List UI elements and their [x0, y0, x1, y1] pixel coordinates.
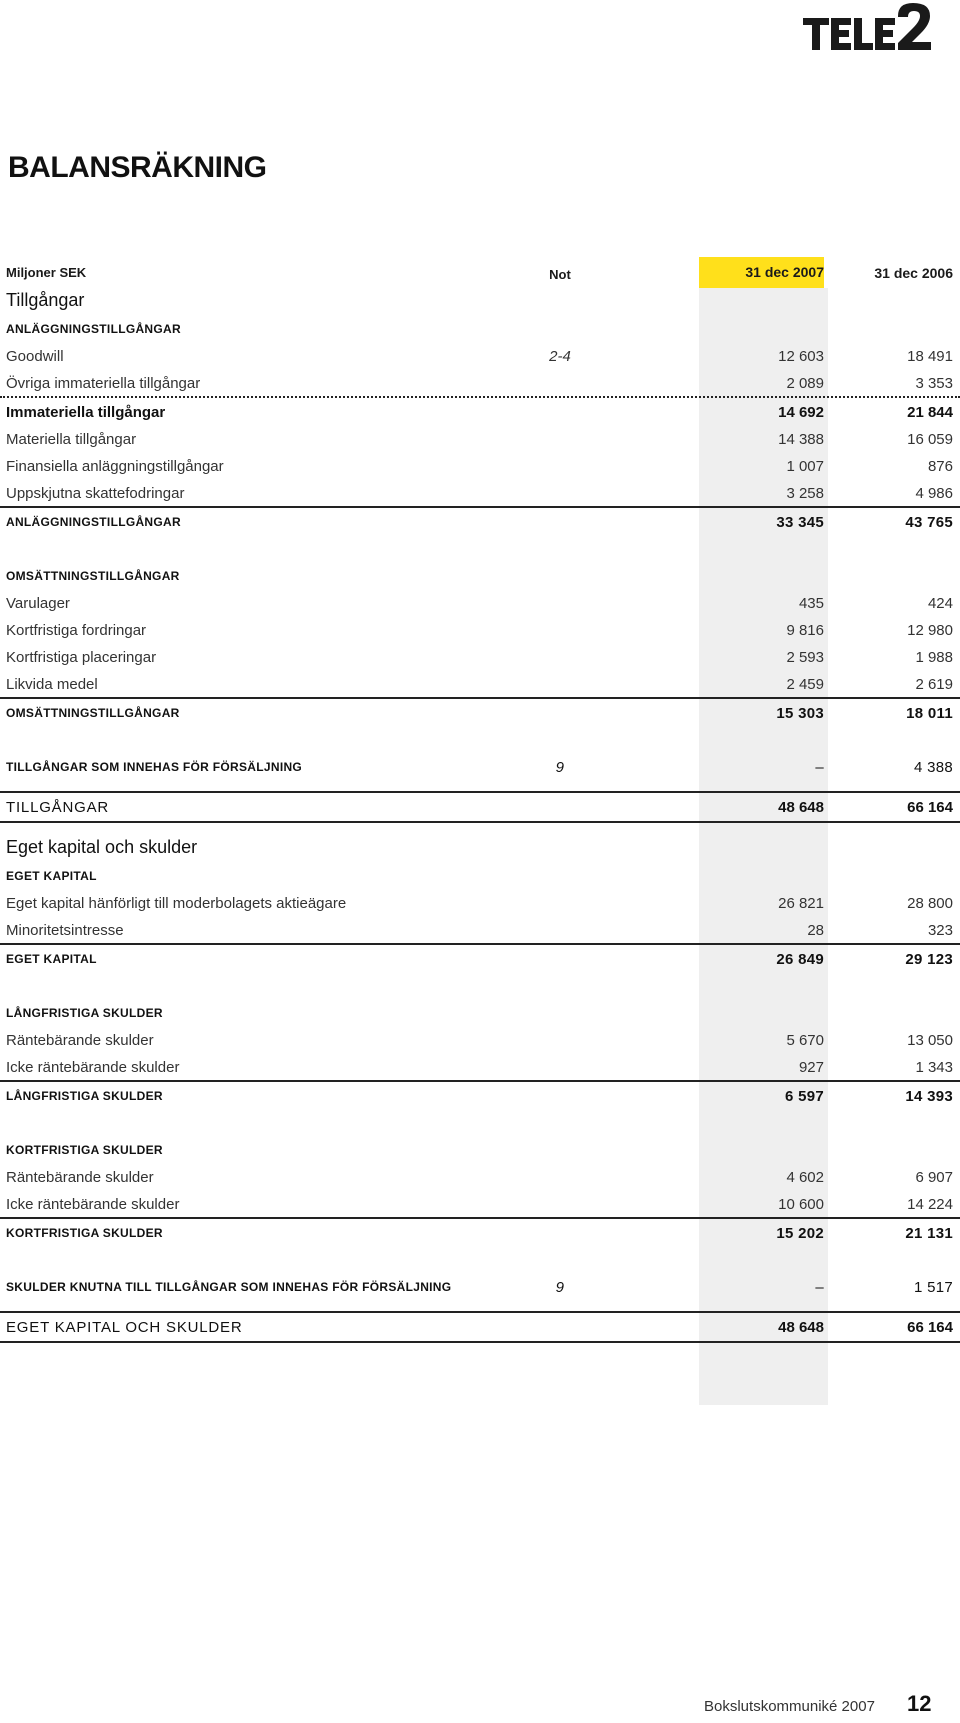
caption-current-assets: OMSÄTTNINGSTILLGÅNGAR	[6, 569, 180, 583]
subtotal-fixed-assets: ANLÄGGNINGSTILLGÅNGAR 33 345 43 765	[6, 514, 953, 531]
table-row: Eget kapital hänförligt till moderbolagets aktieägare 26 821 28 800	[6, 895, 953, 912]
footer-page-number: 12	[907, 1691, 932, 1716]
header-label: Miljoner SEK	[6, 265, 87, 280]
header-note: Not	[549, 267, 571, 282]
table-row: Icke räntebärande skulder 927 1 343	[0, 1053, 960, 1082]
table-row: Icke räntebärande skulder 10 600 14 224	[0, 1190, 960, 1219]
header-2006: 31 dec 2006	[874, 265, 953, 281]
table-row: Goodwill 2-4 12 603 18 491	[6, 348, 953, 365]
table-row: Minoritetsintresse 28 323	[0, 916, 960, 945]
subtotal-current-assets: OMSÄTTNINGSTILLGÅNGAR 15 303 18 011	[6, 705, 953, 722]
table-header	[0, 257, 960, 288]
table-row: Likvida medel 2 459 2 619	[0, 670, 960, 699]
table-row: Övriga immateriella tillgångar 2 089 3 353	[0, 369, 960, 398]
caption-equity: EGET KAPITAL	[6, 869, 97, 883]
subtotal-long-term-liabilities: LÅNGFRISTIGA SKULDER 6 597 14 393	[6, 1088, 953, 1105]
caption-long-term-liabilities: LÅNGFRISTIGA SKULDER	[6, 1006, 163, 1020]
table-row: Varulager 435 424	[6, 595, 953, 612]
table-row: Kortfristiga fordringar 9 816 12 980	[6, 622, 953, 639]
table-row: Räntebärande skulder 4 602 6 907	[6, 1169, 953, 1186]
total-equity-liabilities: EGET KAPITAL OCH SKULDER 48 648 66 164	[0, 1313, 960, 1343]
subtotal-short-term-liabilities: KORTFRISTIGA SKULDER 15 202 21 131	[6, 1225, 953, 1242]
section-title-assets: Tillgångar	[6, 290, 85, 310]
assets-held-for-sale: TILLGÅNGAR SOM INNEHAS FÖR FÖRSÄLJNING 9 – 4 388	[6, 759, 953, 776]
subtotal-equity: EGET KAPITAL 26 849 29 123	[6, 951, 953, 968]
total-assets: TILLGÅNGAR 48 648 66 164	[0, 793, 960, 823]
table-row: Räntebärande skulder 5 670 13 050	[6, 1032, 953, 1049]
tele2-logo	[803, 2, 935, 52]
balance-sheet-table	[0, 257, 960, 1343]
header-2007: 31 dec 2007	[699, 257, 824, 288]
page-title: BALANSRÄKNING	[8, 151, 267, 184]
footer-doc-name: Bokslutskommuniké 2007	[704, 1698, 875, 1715]
liabilities-held-for-sale: SKULDER KNUTNA TILL TILLGÅNGAR SOM INNEHAS FÖR FÖRSÄLJNING 9 – 1 517	[6, 1279, 953, 1296]
caption-short-term-liabilities: KORTFRISTIGA SKULDER	[6, 1143, 163, 1157]
table-row: Finansiella anläggningstillgångar 1 007 876	[6, 458, 953, 475]
table-row: Materiella tillgångar 14 388 16 059	[6, 431, 953, 448]
table-row: Uppskjutna skattefodringar 3 258 4 986	[0, 479, 960, 508]
caption-fixed-assets: ANLÄGGNINGSTILLGÅNGAR	[6, 322, 181, 336]
table-row: Immateriella tillgångar 14 692 21 844	[6, 404, 953, 421]
section-title-equity-liabilities: Eget kapital och skulder	[6, 837, 198, 857]
table-row: Kortfristiga placeringar 2 593 1 988	[6, 649, 953, 666]
